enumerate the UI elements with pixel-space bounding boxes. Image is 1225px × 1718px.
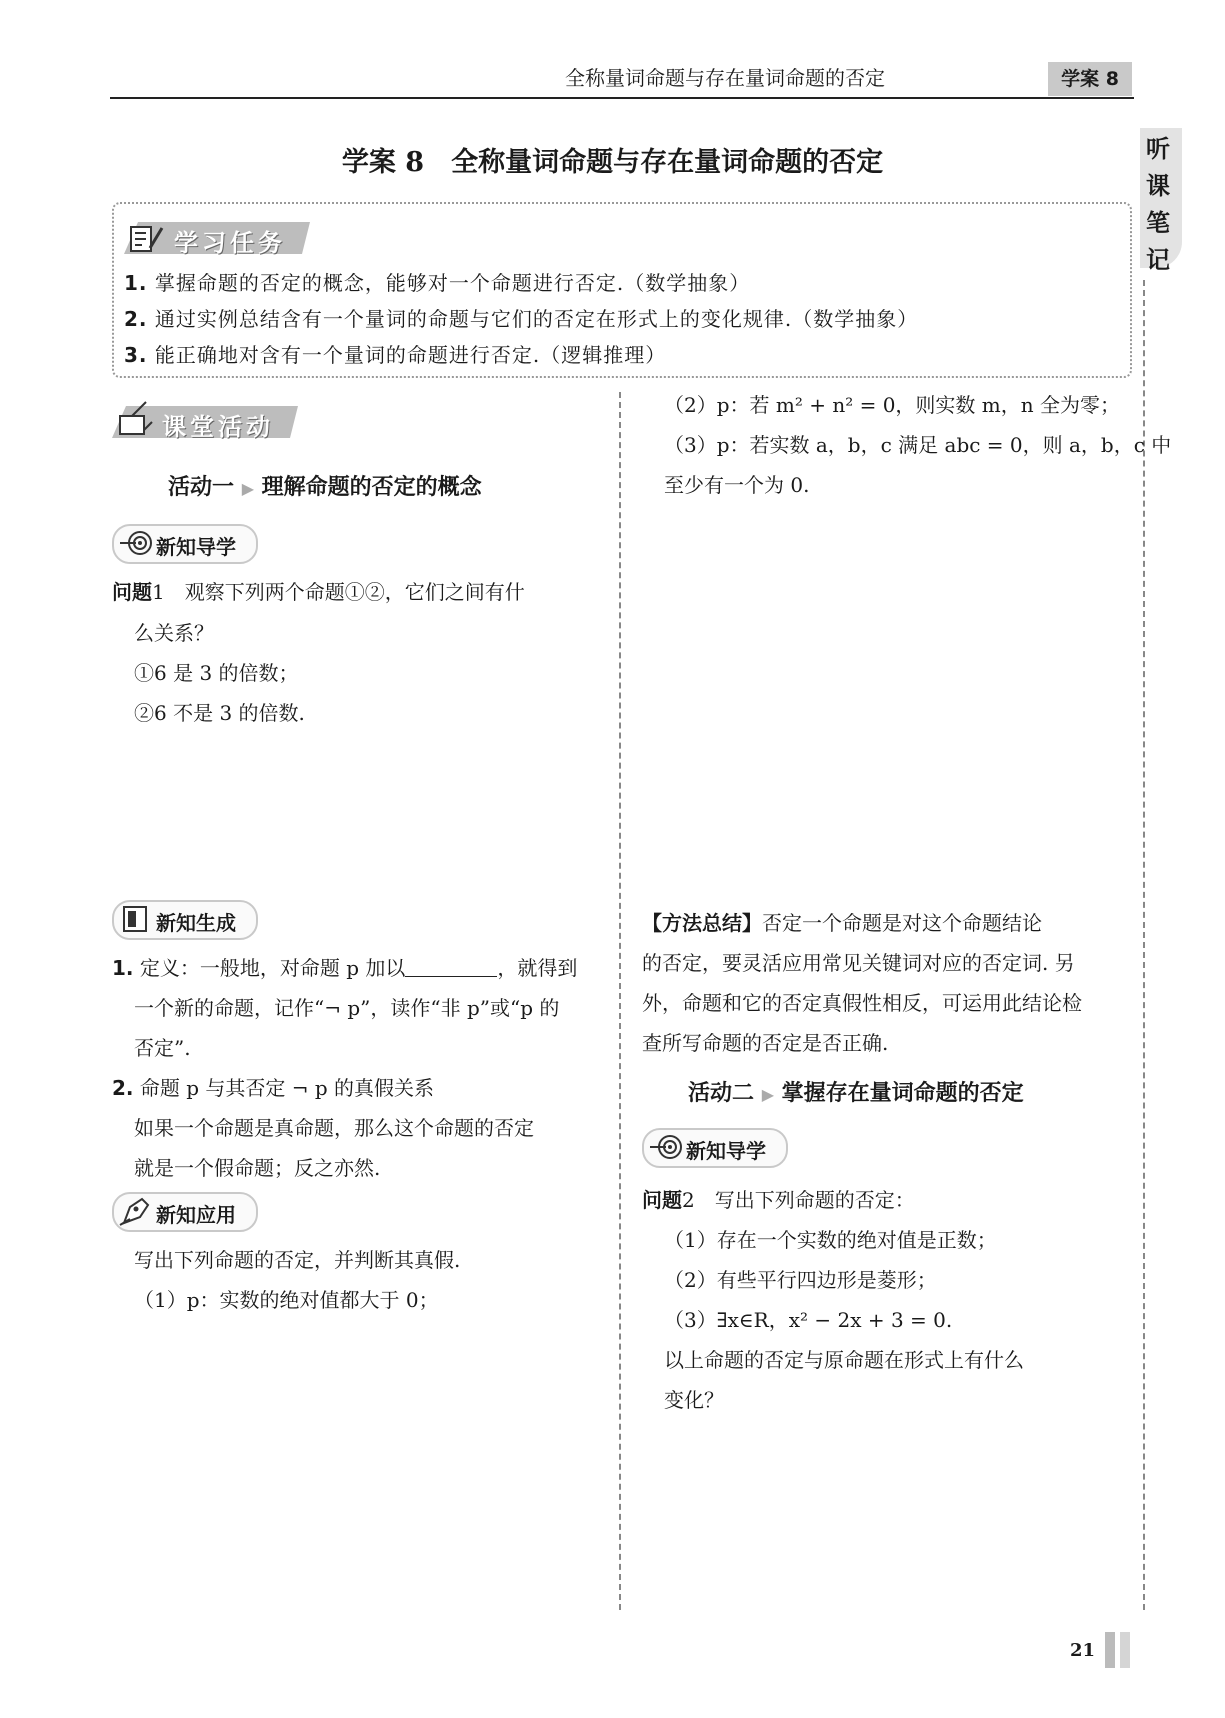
definition-line-2: 一个新的命题，记作“¬ p”，读作“非 p”或“p 的 [134, 996, 560, 1020]
truth-relation-line-1: 如果一个命题是真命题，那么这个命题的否定 [134, 1116, 534, 1140]
method-summary-line-1 [642, 910, 1042, 936]
method-summary-label: 【方法总结】 [642, 911, 762, 935]
question-1-continuation: 么关系？ [134, 621, 214, 645]
activity-title: 掌握存在量词命题的否定 [781, 1081, 1024, 1106]
question-2-item-2: （2）有些平行四边形是菱形； [664, 1268, 937, 1292]
fill-in-blank[interactable] [405, 956, 497, 977]
question-2-item-1: （1）存在一个实数的绝对值是正数； [664, 1228, 997, 1252]
task-number: 1. [124, 271, 148, 295]
question-text: 写出下列命题的否定： [694, 1188, 915, 1212]
question-2-item-3: （3）∃x∈R，x² − 2x + 3 = 0. [664, 1308, 953, 1332]
task-number: 3. [124, 343, 148, 367]
question-2-follow-up: 以上命题的否定与原命题在形式上有什么 [664, 1348, 1024, 1372]
pill-label: 新知导学 [686, 1139, 766, 1163]
notebook-pen-icon [128, 222, 166, 254]
task-text: 能正确地对含有一个量词的命题进行否定.（逻辑推理） [147, 343, 667, 367]
task-text: 通过实例总结含有一个量词的命题与它们的否定在形式上的变化规律.（数学抽象） [147, 307, 919, 331]
method-summary-text: 否定一个命题是对这个命题结论 [762, 911, 1042, 935]
pill-label: 新知导学 [156, 535, 236, 559]
new-knowledge-generation-pill [112, 900, 258, 940]
target-icon [648, 1132, 684, 1162]
task-text: 掌握命题的否定的概念，能够对一个命题进行否定.（数学抽象） [147, 271, 751, 295]
method-summary-line-3: 外，命题和它的否定真假性相反，可运用此结论检 [642, 991, 1082, 1015]
task-number: 2. [124, 307, 148, 331]
item-number: 1. [112, 956, 134, 980]
proposition-1: ①6 是 3 的倍数； [134, 661, 299, 685]
pill-label: 新知应用 [156, 1203, 236, 1227]
column-divider [619, 392, 621, 1610]
truth-relation-line-2: 就是一个假命题；反之亦然. [134, 1156, 381, 1180]
target-icon [118, 528, 154, 558]
triangle-arrow-icon: ▶ [241, 479, 254, 498]
definition-line-3: 否定”. [134, 1036, 191, 1060]
classroom-activity-banner-label: 课堂活动 [162, 413, 274, 441]
definition-line-1 [112, 955, 577, 981]
page-number: 21 [1070, 1640, 1096, 1661]
question-label: 问题 [112, 580, 152, 604]
item-number: 2. [112, 1076, 134, 1100]
running-header-title: 全称量词命题与存在量词命题的否定 [565, 66, 885, 90]
activity-one-heading [168, 470, 482, 501]
triangle-arrow-icon: ▶ [761, 1085, 774, 1104]
page-marker-bar [1120, 1632, 1130, 1668]
running-header-tab: 学案 8 [1048, 62, 1132, 96]
book-icon [120, 904, 150, 934]
application-item-2: （2）p：若 m² + n² = 0，则实数 m，n 全为零； [664, 393, 1120, 417]
page-title: 学案 8 全称量词命题与存在量词命题的否定 [341, 147, 884, 178]
question-number: 1 [152, 580, 165, 604]
task-item [124, 267, 750, 296]
side-tab-char: 课 [1146, 172, 1170, 200]
question-2-follow-up-continuation: 变化？ [664, 1388, 724, 1412]
learning-tasks-banner [124, 220, 310, 256]
definition-text: 定义：一般地，对命题 p 加以 [133, 956, 406, 980]
classroom-activity-banner [112, 400, 298, 440]
side-tab-char: 笔 [1146, 209, 1170, 237]
definition-text: ，就得到 [497, 956, 578, 980]
application-item-3-continuation: 至少有一个为 0. [664, 473, 810, 497]
task-item [124, 303, 918, 332]
truth-relation-title [112, 1075, 434, 1101]
new-knowledge-guide-pill [112, 524, 258, 564]
new-knowledge-application-pill [112, 1192, 258, 1232]
chalkboard-icon [116, 400, 156, 440]
question-number: 2 [682, 1188, 695, 1212]
activity-two-heading [688, 1076, 1024, 1107]
question-2-line [642, 1187, 915, 1213]
activity-prefix: 活动二 [688, 1081, 755, 1106]
application-item-1: （1）p：实数的绝对值都大于 0； [134, 1288, 439, 1312]
truth-relation-text: 命题 p 与其否定 ¬ p 的真假关系 [133, 1076, 435, 1100]
header-rule [110, 97, 1134, 99]
question-text: 观察下列两个命题①②，它们之间有什 [164, 580, 525, 604]
new-knowledge-guide-pill [642, 1128, 788, 1168]
learning-tasks-banner-label: 学习任务 [174, 229, 286, 257]
method-summary-line-4: 查所写命题的否定是否正确. [642, 1031, 889, 1055]
page-marker-bar [1105, 1632, 1115, 1668]
activity-prefix: 活动一 [168, 475, 235, 500]
side-tab-char: 听 [1146, 135, 1170, 163]
question-label: 问题 [642, 1188, 682, 1212]
pill-label: 新知生成 [156, 911, 236, 935]
task-item [124, 339, 666, 368]
pen-nib-icon [118, 1195, 154, 1227]
side-tab-char: 记 [1146, 246, 1170, 274]
application-item-3: （3）p：若实数 a，b，c 满足 abc = 0，则 a，b，c 中 [664, 433, 1172, 457]
method-summary-line-2: 的否定，要灵活应用常见关键词对应的否定词. 另 [642, 951, 1075, 975]
notes-margin-divider [1143, 280, 1145, 1610]
proposition-2: ②6 不是 3 的倍数. [134, 701, 305, 725]
activity-title: 理解命题的否定的概念 [261, 475, 482, 500]
question-1-line [112, 579, 525, 605]
application-intro: 写出下列命题的否定，并判断其真假. [134, 1248, 461, 1272]
